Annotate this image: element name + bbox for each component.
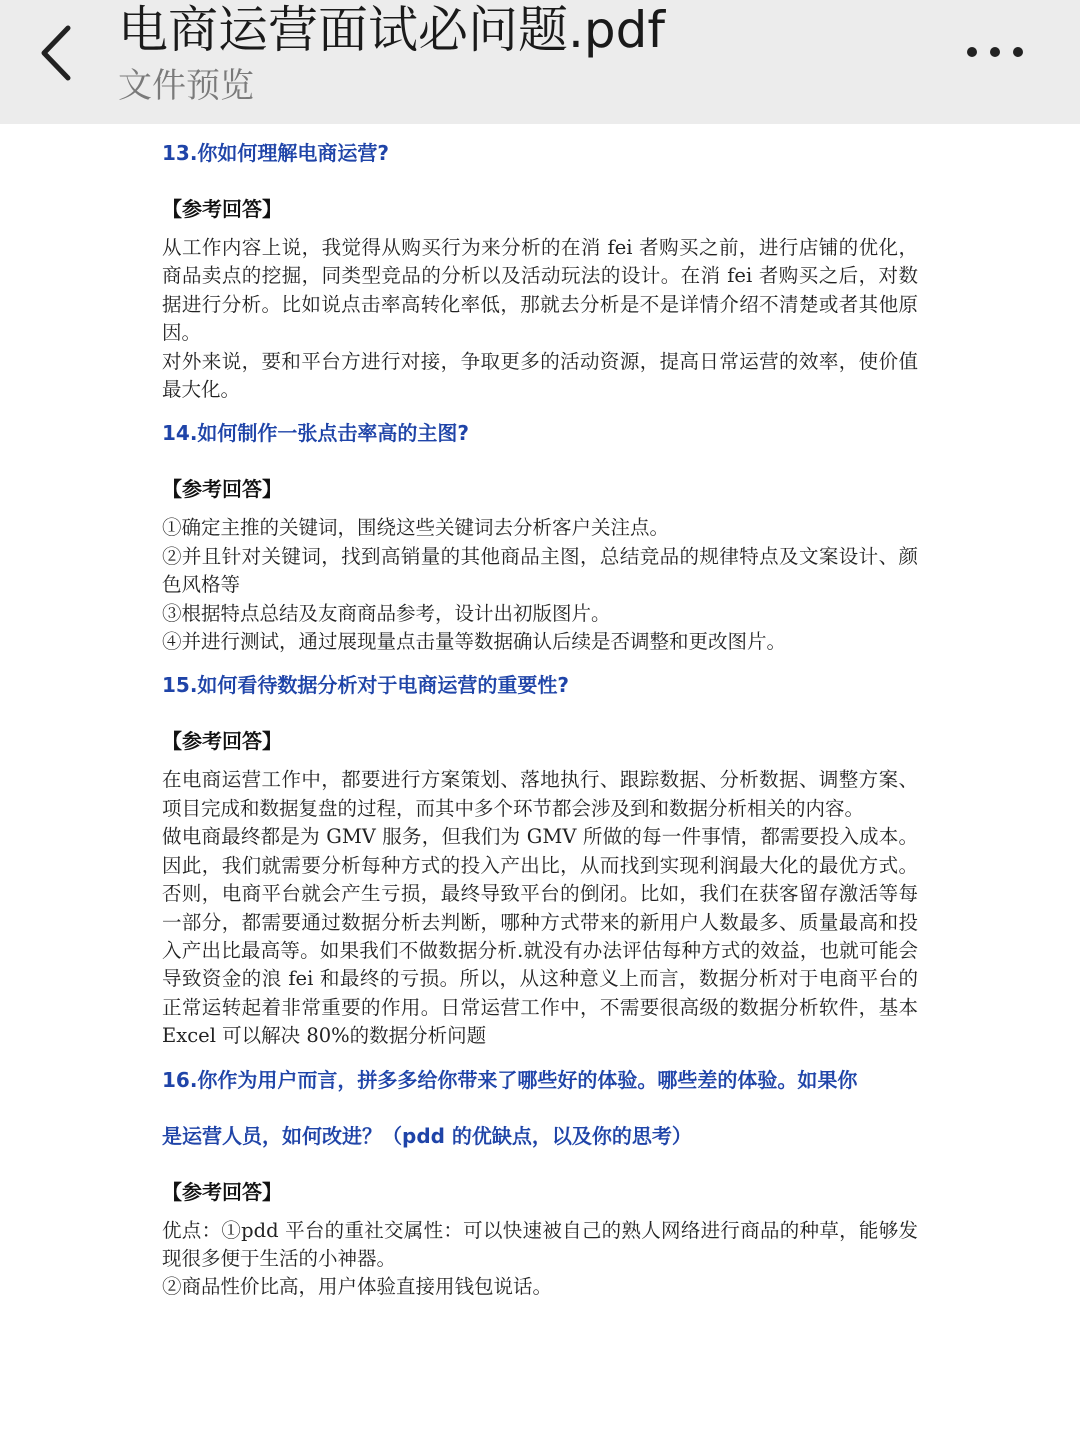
- question-13: 13.你如何理解电商运营?: [162, 141, 390, 165]
- question-14: 14.如何制作一张点击率高的主图?: [162, 421, 470, 446]
- answer-paragraph: ④并进行测试，通过展现量点击量等数据确认后续是否调整和更改图片。: [162, 630, 787, 654]
- question-15: 15.如何看待数据分析对于电商运营的重要性?: [162, 673, 570, 698]
- answer-paragraph: 在电商运营工作中，都要进行方案策划、落地执行、跟踪数据、分析数据、调整方案、项目完成和数据复盘的过程，而其中多个环节都会涉及到和数据分析相关的内容。: [162, 768, 918, 820]
- more-button[interactable]: [960, 30, 1030, 74]
- chevron-left-icon: [30, 18, 90, 88]
- answer-paragraph: ①确定主推的关键词，围绕这些关键词去分析客户关注点。: [162, 516, 670, 540]
- answer-paragraph: 优点：①pdd 平台的重社交属性：可以快速被自己的熟人网络进行商品的种草，能够发现很多便于生活的小神器。: [162, 1218, 918, 1270]
- question-16-line-2: 是运营人员，如何改进？（pdd 的优缺点，以及你的思考）: [162, 1123, 692, 1148]
- reference-answer-label: 【参考回答】: [162, 729, 282, 754]
- file-subtitle: 文件预览: [118, 66, 254, 106]
- answer-paragraph: 做电商最终都是为 GMV 服务，但我们为 GMV 所做的每一件事情，都需要投入成本。因此，我们就需要分析每种方式的投入产出比，从而找到实现利润最大化的最优方式。否则，电商平台就会产生亏损，最终导致平台的倒闭。比如，我们在获客留存激活等每一部分，都需要通过数据分析去判断，哪种方式带来的新用户人数最多、质量最高和投入产出比最高等。如果我们不做数据分析.就没有办法评估每种方式的效益，也就可能会导致资金的浪 fei 和最终的亏损。所以，从这种意义上而言，数据分析对于电商平台的正常运转起着非常重要的作用。日常运营工作中，不需要很高级的数据分析软件，基本 Excel 可以解决 80%的数据分析问题: [162, 825, 918, 1048]
- document-preview[interactable]: [162, 138, 918, 1302]
- back-button[interactable]: [30, 18, 90, 88]
- answer-paragraph: ②并且针对关键词，找到高销量的其他商品主图，总结竞品的规律特点及文案设计、颜色风格等: [162, 544, 918, 597]
- top-bar: [0, 0, 1080, 124]
- file-title: 电商运营面试必问题.pdf: [118, 1, 665, 59]
- answer-paragraph: ②商品性价比高，用户体验直接用钱包说话。: [162, 1275, 553, 1299]
- reference-answer-label: 【参考回答】: [162, 197, 282, 221]
- reference-answer-label: 【参考回答】: [162, 477, 282, 502]
- more-horizontal-icon: [960, 30, 1030, 74]
- answer-paragraph: 从工作内容上说，我觉得从购买行为来分析的在消 fei 者购买之前，进行店铺的优化，商品卖点的挖掘，同类型竞品的分析以及活动玩法的设计。在消 fei 者购买之后，对数据进行分析。比如说点击率高转化率低，那就去分析是不是详情介绍不清楚或者其他原因。: [162, 236, 918, 345]
- answer-paragraph: 对外来说，要和平台方进行对接，争取更多的活动资源，提高日常运营的效率，使价值最大化。: [162, 349, 918, 402]
- question-16-line-1: 16.你作为用户而言，拼多多给你带来了哪些好的体验。哪些差的体验。如果你: [162, 1067, 858, 1092]
- reference-answer-label: 【参考回答】: [162, 1179, 282, 1204]
- answer-paragraph: ③根据特点总结及友商商品参考，设计出初版图片。: [162, 601, 611, 625]
